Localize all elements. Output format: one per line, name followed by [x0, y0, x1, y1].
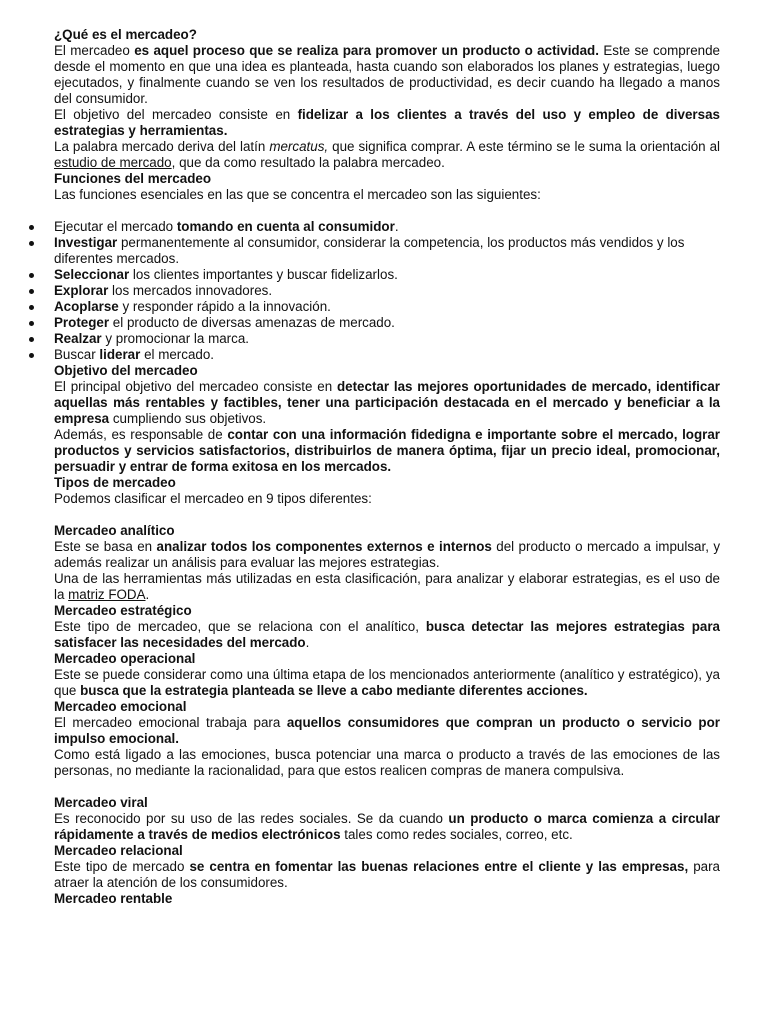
paragraph-analitico-2	[54, 571, 720, 603]
bold-run: busca detectar las mejores estrategias para satisfacer las necesidades del mercado	[54, 619, 720, 650]
text-run: los mercados innovadores.	[108, 283, 273, 298]
heading-mercadeo-estrategico: Mercadeo estratégico	[54, 603, 192, 618]
list-item	[54, 347, 720, 363]
bullet-icon	[29, 273, 34, 278]
heading-objetivo: Objetivo del mercadeo	[54, 363, 198, 378]
text-run: Este tipo de mercadeo, que se relaciona con el analítico,	[54, 619, 426, 634]
spacer	[54, 507, 720, 523]
paragraph-analitico-1	[54, 539, 720, 571]
bold-run: liderar	[99, 347, 141, 362]
bold-run: Proteger	[54, 315, 110, 330]
paragraph-estrategico	[54, 619, 720, 651]
funciones-list	[54, 219, 720, 363]
bullet-icon	[29, 305, 34, 310]
text-run: El principal objetivo del mercadeo consiste en	[54, 379, 337, 394]
paragraph-relacional	[54, 859, 720, 891]
text-run: Una de las herramientas más utilizadas en esta clasificación, para analizar y elaborar estrategias, es el uso de la	[54, 571, 720, 602]
heading-mercadeo-operacional: Mercadeo operacional	[54, 651, 196, 666]
bold-run: contar con una información fidedigna e importante sobre el mercado, lograr productos y servicios satisfactorios, distribuirlos de manera óptima, fijar un precio ideal, promocionar, persuadir y entrar de forma exitosa en los mercados.	[54, 427, 721, 474]
spacer	[54, 203, 720, 219]
paragraph-funciones-intro: Las funciones esenciales en las que se concentra el mercadeo son las siguientes:	[54, 187, 541, 202]
text-run: El objetivo del mercadeo consiste en	[54, 107, 298, 122]
text-run: Este se basa en	[54, 539, 157, 554]
text-run: Este tipo de mercado	[54, 859, 190, 874]
text-run: Este se puede considerar como una última etapa de los mencionados anteriormente (analítico y estratégico), ya que	[54, 667, 720, 698]
bold-run: Seleccionar	[54, 267, 130, 282]
list-item	[54, 315, 720, 331]
bold-run: se centra en fomentar las buenas relaciones entre el cliente y las empresas,	[189, 859, 689, 874]
italic-run: mercatus,	[269, 139, 329, 154]
text-run: permanentemente al consumidor, considerar la competencia, los productos más vendidos y los diferentes mercados.	[54, 235, 685, 266]
link-matriz-foda[interactable]: matriz FODA	[68, 587, 146, 602]
text-run: El mercadeo emocional trabaja para	[54, 715, 287, 730]
bold-run: Acoplarse	[54, 299, 119, 314]
bold-run: fidelizar a los clientes a través del uso y empleo de diversas estrategias y herramientas.	[54, 107, 720, 138]
heading-mercadeo-rentable: Mercadeo rentable	[54, 891, 173, 906]
heading-mercadeo-analitico: Mercadeo analítico	[54, 523, 175, 538]
list-item	[54, 219, 720, 235]
bullet-icon	[29, 225, 34, 230]
heading-mercadeo-relacional: Mercadeo relacional	[54, 843, 183, 858]
link-estudio-de-mercado[interactable]: estudio de mercado	[54, 155, 172, 170]
bold-run: analizar todos los componentes externos e internos	[156, 539, 492, 554]
bold-run: detectar las mejores oportunidades de mercado, identificar aquellas más rentables y factibles, tener una participación destacada en el mercado y beneficiar a la empresa	[54, 379, 720, 426]
text-run: el producto de diversas amenazas de mercado.	[109, 315, 395, 330]
list-item	[54, 299, 720, 315]
spacer	[54, 779, 720, 795]
text-run: el mercado.	[140, 347, 215, 362]
text-run: , que da como resultado la palabra mercadeo.	[171, 155, 445, 170]
paragraph-operacional	[54, 667, 720, 699]
bold-run: es aquel proceso que se realiza para promover un producto o actividad.	[134, 43, 599, 58]
heading-tipos: Tipos de mercadeo	[54, 475, 176, 490]
paragraph-definition	[54, 43, 720, 107]
text-run: .	[305, 635, 310, 650]
text-run: El mercadeo	[54, 43, 135, 58]
text-run: para atraer la atención de los consumidores.	[54, 859, 720, 890]
paragraph-viral	[54, 811, 720, 843]
bullet-icon	[29, 353, 34, 358]
paragraph-objective	[54, 107, 720, 139]
bold-run: tomando en cuenta al consumidor	[176, 219, 395, 234]
text-run: cumpliendo sus objetivos.	[109, 411, 267, 426]
bold-run: busca que la estrategia planteada se lleve a cabo mediante diferentes acciones.	[80, 683, 588, 698]
paragraph-objetivo-ademas	[54, 427, 720, 475]
bold-run: aquellos consumidores que compran un producto o servicio por impulso emocional.	[54, 715, 720, 746]
list-item	[54, 283, 720, 299]
paragraph-tipos-intro: Podemos clasificar el mercadeo en 9 tipos diferentes:	[54, 491, 372, 506]
text-run: La palabra mercado deriva del latín	[54, 139, 270, 154]
bold-run: Realzar	[54, 331, 102, 346]
text-run: Buscar	[54, 347, 100, 362]
list-item	[54, 267, 720, 283]
text-run: y promocionar la marca.	[101, 331, 249, 346]
text-run: .	[394, 219, 399, 234]
list-item	[54, 235, 720, 267]
text-run: Es reconocido por su uso de las redes sociales. Se da cuando	[54, 811, 449, 826]
bold-run: Explorar	[54, 283, 109, 298]
text-run: Ejecutar el mercado	[54, 219, 177, 234]
bullet-icon	[29, 337, 34, 342]
text-run: .	[145, 587, 150, 602]
heading-que-es-mercadeo: ¿Qué es el mercadeo?	[54, 27, 197, 42]
bullet-icon	[29, 241, 34, 246]
text-run: tales como redes sociales, correo, etc.	[340, 827, 573, 842]
bold-run: un producto o marca comienza a circular rápidamente a través de medios electrónicos	[54, 811, 720, 842]
list-item	[54, 331, 720, 347]
heading-mercadeo-emocional: Mercadeo emocional	[54, 699, 187, 714]
bullet-icon	[29, 321, 34, 326]
paragraph-objetivo-principal	[54, 379, 720, 427]
text-run: Además, es responsable de	[54, 427, 228, 442]
bold-run: Investigar	[54, 235, 118, 250]
document-body	[54, 27, 720, 907]
heading-mercadeo-viral: Mercadeo viral	[54, 795, 148, 810]
paragraph-emocional-1	[54, 715, 720, 747]
text-run: del producto o mercado a impulsar, y además realizar un análisis para evaluar las mejores estrategias.	[54, 539, 721, 570]
paragraph-etymology	[54, 139, 720, 171]
text-run: que significa comprar. A este término se le suma la orientación al	[328, 139, 721, 154]
paragraph-emocional-2: Como está ligado a las emociones, busca potenciar una marca o producto a través de las emociones de las personas, no mediante la racionalidad, para que estos realicen compras de manera compulsiva.	[54, 747, 720, 778]
bullet-icon	[29, 289, 34, 294]
text-run: Este se comprende desde el momento en que una idea es planteada, hasta cuando son elaborados los planes y estrategias, luego ejecutados, y finalmente cuando se ven los resultados de productividad, es decir cuando ha llegado a manos del consumidor.	[54, 43, 720, 106]
text-run: y responder rápido a la innovación.	[118, 299, 331, 314]
text-run: los clientes importantes y buscar fidelizarlos.	[129, 267, 398, 282]
heading-funciones: Funciones del mercadeo	[54, 171, 212, 186]
